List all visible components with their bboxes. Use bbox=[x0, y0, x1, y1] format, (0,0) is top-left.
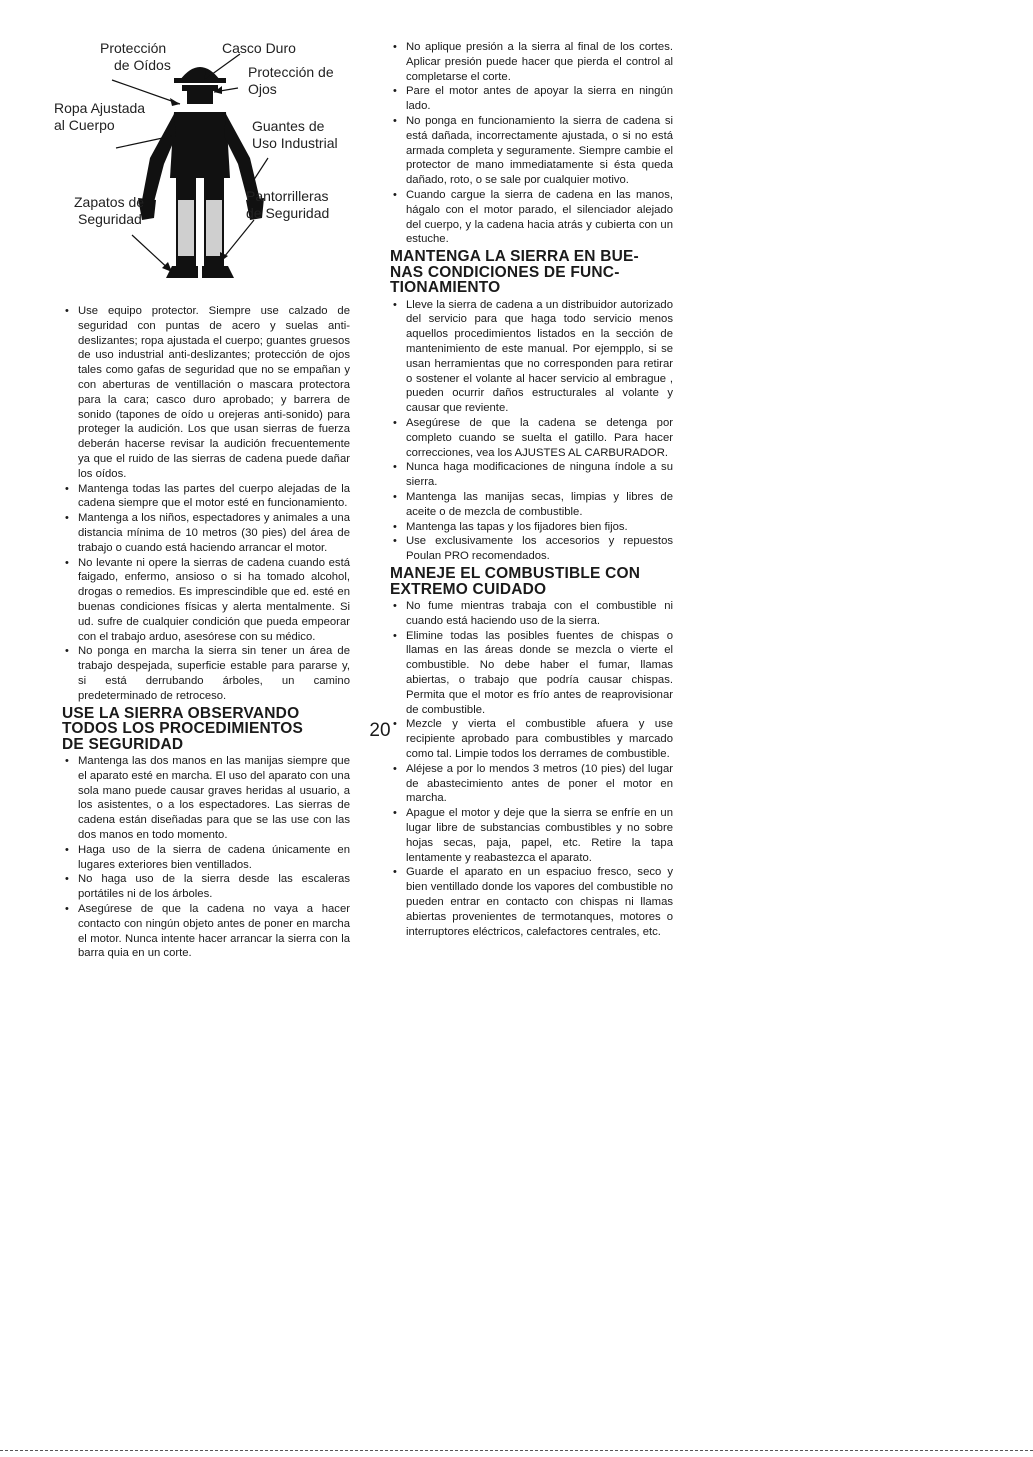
list-item: • No haga uso de la sierra desde las escaleras portátiles ni de los árboles. bbox=[62, 872, 350, 902]
label-eye-protection: Protección de Ojos bbox=[248, 64, 334, 97]
list-item: • Mantenga las manijas secas, limpias y libres de aceite o de mezcla de combustible. bbox=[390, 490, 673, 520]
label-snug-clothing: Ropa Ajustada al Cuerpo bbox=[54, 100, 146, 133]
list-item: • Mantenga las dos manos en las manijas siempre que el aparato esté en marcha. El uso del aparato con una sola mano puede causar graves heridas al usuario, a los asistentes, o a los espectadores. Las sierras de cadena están diseñadas para que se las use con las dos manos en todo momento. bbox=[62, 754, 350, 843]
section-heading-fuel: MANEJE EL COMBUSTIBLE CON EXTREMO CUIDADO bbox=[390, 565, 641, 598]
list-item: • No fume mientras trabaja con el combustible ni cuando está haciendo uso de la sierra. bbox=[390, 599, 673, 629]
list-item: • Apague el motor y deje que la sierra se enfríe en un lugar libre de substancias combustibles y no sobre hojas secas, paja, papel, etc. Retire la tapa lentamente y reabastezca el aparato. bbox=[390, 806, 673, 865]
page-number: 20 bbox=[369, 720, 391, 741]
list-item: • No ponga en funcionamiento la sierra de cadena si está dañada, incorrectamente ajustada, o si no está armada completa y seguramente. Siempre cambie el protector de mano immediatamente si ésta queda dañado, roto, o se sale por cualquier motivo. bbox=[390, 114, 673, 188]
left-bullets-2 bbox=[62, 754, 350, 961]
label-gloves: Guantes de Uso Industrial bbox=[252, 118, 338, 151]
label-safety-shoes: Zapatos de Seguridad bbox=[74, 194, 145, 227]
right-bullets-1 bbox=[390, 40, 673, 247]
list-item: • Asegúrese de que la cadena no vaya a hacer contacto con ningún objeto antes de poner en marcha el motor. Nunca intente hacer arrancar la sierra con la barra quia en un corte. bbox=[62, 902, 350, 961]
list-item: • Haga uso de la sierra de cadena únicamente en lugares exteriores bien ventillados. bbox=[62, 843, 350, 873]
section-heading-maintain-saw: MANTENGA LA SIERRA EN BUE- NAS CONDICIONES DE FUNC- TIONAMIENTO bbox=[390, 248, 639, 297]
right-bullets-2 bbox=[390, 298, 673, 564]
list-item: • Aléjese a por lo mendos 3 metros (10 pies) del lugar de abastecimiento antes de poner el motor en marcha. bbox=[390, 762, 673, 806]
list-item: • Elimine todas las posibles fuentes de chispas o llamas en las áreas donde se mezcla o vierte el combustible. No debe haber el fumar, llamas abiertas, o trabajo que podría causar chispas. Permita que el motor es frío antes de reaprovisionar de combustible. bbox=[390, 629, 673, 718]
list-item: • Use equipo protector. Siempre use calzado de seguridad con puntas de acero y suelas anti-deslizantes; ropa ajustada el cuerpo; guantes gruesos de uso industrial anti-deslizantes; protección de ojos tales como gafas de seguridad que no se empañan y con aberturas de ventillación o mascara protectora para la cara; casco duro aprobado; y barrera de sonido (tapones de oído u orejeras anti-sonido) para proteger la audición. Los que usan sierras de fuerza deberán hacerse revisar la audición frecuentemente ya que el ruido de las sierras de cadena puede dañar los oídos. bbox=[62, 304, 350, 482]
list-item: • Mantenga las tapas y los fijadores bien fijos. bbox=[390, 520, 673, 535]
right-column bbox=[390, 40, 673, 939]
list-item: • Pare el motor antes de apoyar la sierra en ningún lado. bbox=[390, 84, 673, 114]
left-bullets-1 bbox=[62, 304, 350, 704]
label-ear-protection: Protección de Oídos bbox=[100, 40, 171, 73]
right-bullets-3 bbox=[390, 599, 673, 939]
list-item: • No levante ni opere la sierras de cadena cuando está faigado, enfermo, ansioso o si ha tomado alcohol, drogas o remedios. Es imprescindible que ed. esté en buenas condiciones físicas y alerta mentalmente. Si ud. sufre de cualquier condición que pueda empeorar con el trabajo arduo, asesórese con su médico. bbox=[62, 556, 350, 645]
list-item: • Lleve la sierra de cadena a un distribuidor autorizado del servicio para que haga todo servicio menos aquellos procedimientos listados en la sección de mantenimiento de este manual. Por ejempplo, si se usan herramientas que no corresponden para retirar o sostener el volante al hacer servicio al embrague , pueden ocurrir daños estructurales al volante y causar que reviente. bbox=[390, 298, 673, 416]
list-item: • Use exclusivamente los accesorios y repuestos Poulan PRO recomendados. bbox=[390, 534, 673, 564]
list-item: • No ponga en marcha la sierra sin tener un área de trabajo despejada, superficie estable para pararse y, si está derrubando árboles, un camino predeterminado de retroceso. bbox=[62, 644, 350, 703]
list-item: • Guarde el aparato en un espaciuo fresco, seco y bien ventillado donde los vapores del combustible no pueden entrar en contacto con chispas ni llamas abiertas provenientes de termotanques, motores o interruptores eléctricos, calefactores centrales, etc. bbox=[390, 865, 673, 939]
list-item: • Cuando cargue la sierra de cadena en las manos, hágalo con el motor parado, el silenciador alejado del cuerpo, y la cadena hacia atrás y cubierta con un estuche. bbox=[390, 188, 673, 247]
list-item: • Nunca haga modificaciones de ninguna índole a su sierra. bbox=[390, 460, 673, 490]
list-item: • Mezcle y vierta el combustible afuera y use recipiente aprobado para combustibles y marcado como tal. Limpie todos los derrames de combustible. bbox=[390, 717, 673, 761]
protective-gear-figure bbox=[54, 40, 354, 290]
left-column bbox=[54, 0, 350, 961]
section-heading-use-saw: USE LA SIERRA OBSERVANDO TODOS LOS PROCEDIMIENTOS DE SEGURIDAD bbox=[62, 704, 304, 753]
list-item: • Asegúrese de que la cadena se detenga por completo cuando se suelta el gatillo. Para hacer correcciones, vea los AJUSTES AL CARBURADOR. bbox=[390, 416, 673, 460]
list-item: • Mantenga todas las partes del cuerpo alejadas de la cadena siempre que el motor esté en funcionamiento. bbox=[62, 482, 350, 512]
bottom-rule bbox=[0, 1450, 1033, 1451]
label-shin-guards: Pantorrilleras de Seguridad bbox=[246, 188, 330, 221]
label-hard-hat: Casco Duro bbox=[222, 40, 296, 56]
list-item: • No aplique presión a la sierra al final de los cortes. Aplicar presión puede hacer que pierda el control al completarse el corte. bbox=[390, 40, 673, 84]
list-item: • Mantenga a los niños, espectadores y animales a una distancia mínima de 10 metros (30 pies) del área de trabajo o cuando está haciendo arrancar el motor. bbox=[62, 511, 350, 555]
